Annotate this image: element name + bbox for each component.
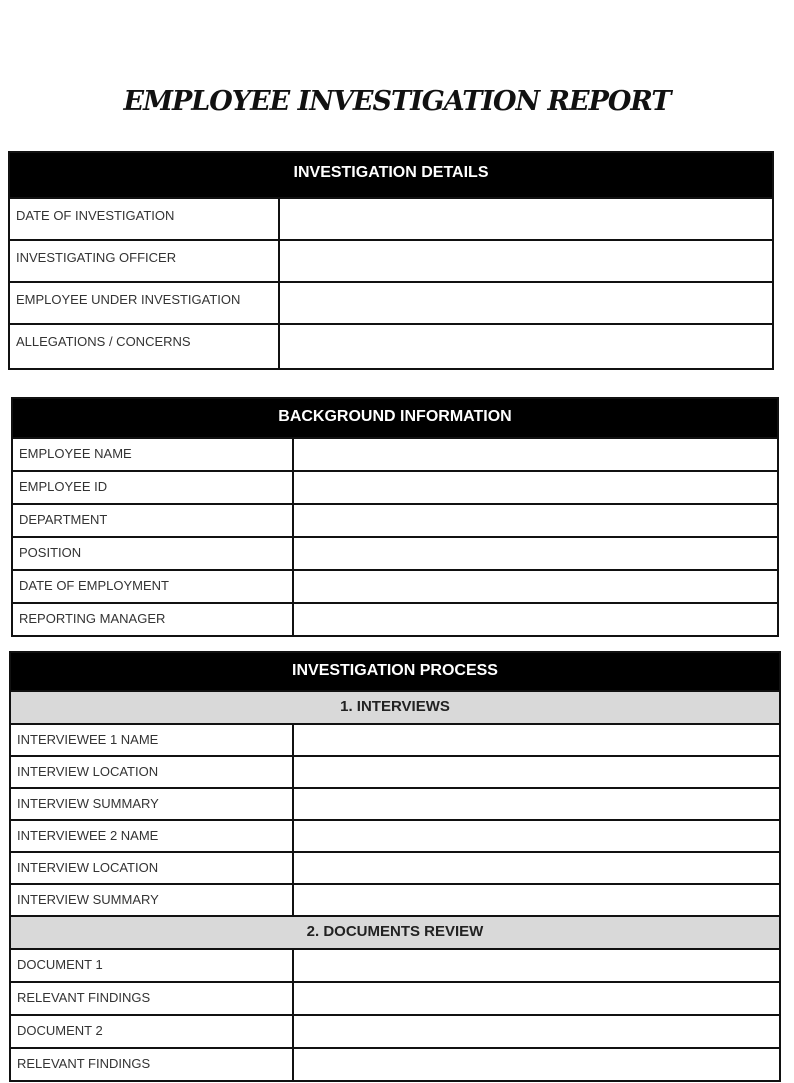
form-row	[11, 819, 779, 851]
field-label: INTERVIEW LOCATION	[11, 757, 294, 787]
field-value-cell[interactable]	[294, 505, 777, 536]
field-value-cell[interactable]	[294, 1049, 779, 1080]
field-value-cell[interactable]	[294, 725, 779, 755]
field-label: DOCUMENT 1	[11, 950, 294, 981]
field-label: INTERVIEW SUMMARY	[11, 789, 294, 819]
field-value-cell[interactable]	[280, 283, 772, 323]
field-label: ALLEGATIONS / CONCERNS	[10, 325, 280, 368]
field-value-cell[interactable]	[294, 439, 777, 470]
form-row	[13, 470, 777, 503]
field-value-cell[interactable]	[280, 241, 772, 281]
field-value-cell[interactable]	[280, 199, 772, 239]
form-row	[11, 948, 779, 981]
field-value-cell[interactable]	[294, 983, 779, 1014]
investigation-process-table	[9, 651, 781, 1082]
field-label: EMPLOYEE NAME	[13, 439, 294, 470]
form-row	[13, 602, 777, 635]
form-row	[11, 1047, 779, 1080]
form-row	[13, 536, 777, 569]
field-label: INTERVIEW LOCATION	[11, 853, 294, 883]
field-label: DOCUMENT 2	[11, 1016, 294, 1047]
page-title: EMPLOYEE INVESTIGATION REPORT	[123, 86, 671, 117]
form-row	[10, 197, 772, 239]
form-row	[10, 239, 772, 281]
form-row	[13, 437, 777, 470]
subsection-header: 1. INTERVIEWS	[11, 690, 779, 723]
field-label: INTERVIEWEE 1 NAME	[11, 725, 294, 755]
field-value-cell[interactable]	[294, 821, 779, 851]
field-label: INTERVIEW SUMMARY	[11, 885, 294, 915]
field-label: EMPLOYEE UNDER INVESTIGATION	[10, 283, 280, 323]
form-row	[11, 755, 779, 787]
field-label: DATE OF EMPLOYMENT	[13, 571, 294, 602]
field-label: EMPLOYEE ID	[13, 472, 294, 503]
field-value-cell[interactable]	[294, 604, 777, 635]
form-row	[10, 323, 772, 368]
section-header: INVESTIGATION DETAILS	[10, 153, 772, 197]
section-header: BACKGROUND INFORMATION	[13, 399, 777, 437]
form-row	[11, 1014, 779, 1047]
form-row	[13, 569, 777, 602]
field-label: POSITION	[13, 538, 294, 569]
form-row	[10, 281, 772, 323]
form-row	[11, 723, 779, 755]
form-row	[13, 503, 777, 536]
field-label: DEPARTMENT	[13, 505, 294, 536]
field-label: DATE OF INVESTIGATION	[10, 199, 280, 239]
field-value-cell[interactable]	[294, 571, 777, 602]
field-value-cell[interactable]	[294, 789, 779, 819]
subsection-header: 2. DOCUMENTS REVIEW	[11, 915, 779, 948]
form-row	[11, 981, 779, 1014]
field-value-cell[interactable]	[294, 885, 779, 915]
field-label: RELEVANT FINDINGS	[11, 1049, 294, 1080]
form-row	[11, 787, 779, 819]
background-information-table	[11, 397, 779, 637]
field-label: REPORTING MANAGER	[13, 604, 294, 635]
section-header: INVESTIGATION PROCESS	[11, 653, 779, 690]
field-value-cell[interactable]	[294, 950, 779, 981]
field-label: INTERVIEWEE 2 NAME	[11, 821, 294, 851]
field-value-cell[interactable]	[294, 1016, 779, 1047]
investigation-details-table	[8, 151, 774, 370]
form-row	[11, 851, 779, 883]
field-value-cell[interactable]	[294, 472, 777, 503]
form-row	[11, 883, 779, 915]
field-value-cell[interactable]	[294, 757, 779, 787]
field-value-cell[interactable]	[294, 853, 779, 883]
field-label: INVESTIGATING OFFICER	[10, 241, 280, 281]
field-value-cell[interactable]	[280, 325, 772, 368]
field-label: RELEVANT FINDINGS	[11, 983, 294, 1014]
field-value-cell[interactable]	[294, 538, 777, 569]
